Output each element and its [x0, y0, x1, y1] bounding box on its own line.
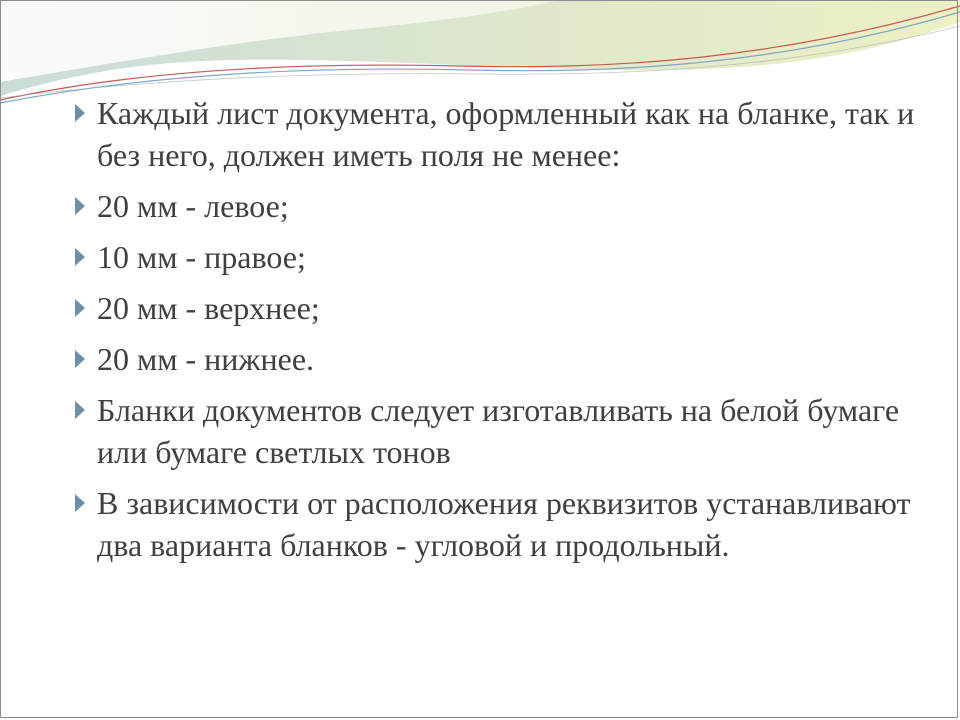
bullet-text: 20 мм - нижнее.: [97, 341, 315, 377]
bullet-text: 20 мм - верхнее;: [97, 290, 320, 326]
triangle-bullet-icon: [74, 400, 86, 420]
bullet-list: [72, 92, 932, 575]
triangle-bullet-icon: [74, 493, 86, 513]
bullet-item-variants: [72, 482, 932, 566]
bullet-text: В зависимости от расположения реквизитов устанавливают два варианта бланков - угловой и продольный.: [97, 485, 911, 563]
triangle-bullet-icon: [74, 103, 86, 123]
bullet-item-right-margin: [72, 236, 932, 278]
bullet-text: Бланки документов следует изготавливать на белой бумаге или бумаге светлых тонов: [97, 392, 900, 470]
bullet-item-margins-intro: [72, 92, 932, 176]
bullet-item-top-margin: [72, 287, 932, 329]
triangle-bullet-icon: [74, 196, 86, 216]
triangle-bullet-icon: [74, 298, 86, 318]
bullet-text: 10 мм - правое;: [97, 239, 306, 275]
bullet-text: Каждый лист документа, оформленный как на бланке, так и без него, должен иметь поля не менее:: [97, 95, 915, 173]
bullet-item-paper: [72, 389, 932, 473]
triangle-bullet-icon: [74, 349, 86, 369]
bullet-text: 20 мм - левое;: [97, 188, 289, 224]
bullet-item-left-margin: [72, 185, 932, 227]
triangle-bullet-icon: [74, 247, 86, 267]
bullet-item-bottom-margin: [72, 338, 932, 380]
